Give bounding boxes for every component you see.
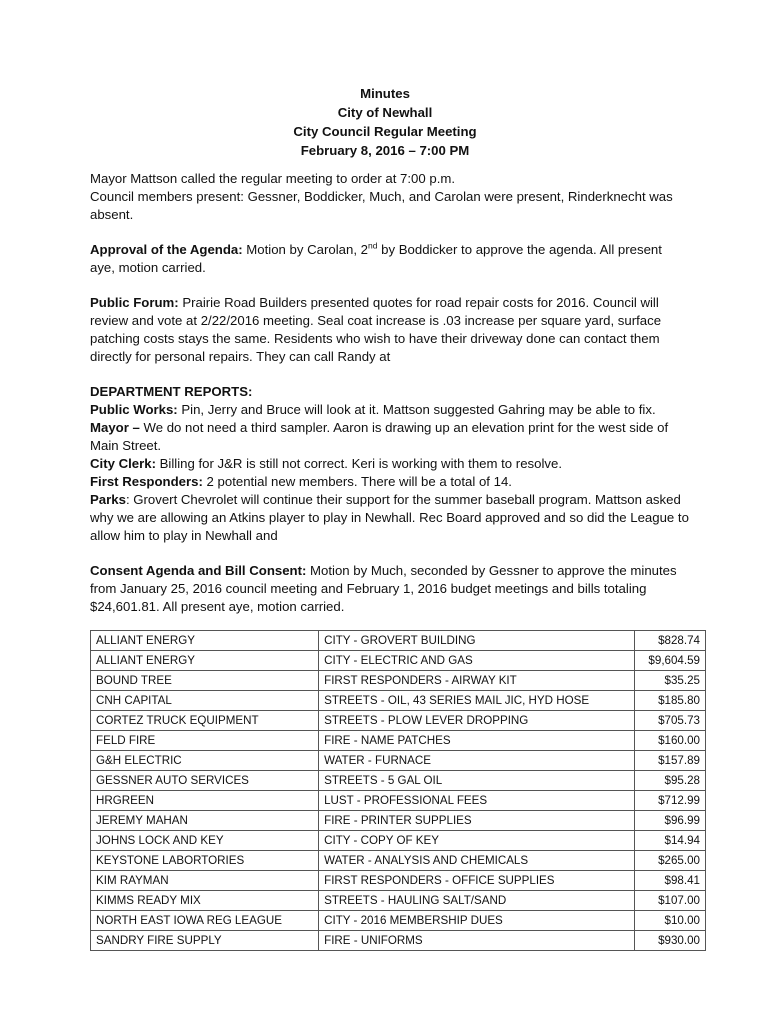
bill-amount-cell: $828.74 bbox=[634, 631, 705, 651]
bill-description-cell: FIRE - PRINTER SUPPLIES bbox=[319, 811, 635, 831]
opening-paragraph bbox=[90, 170, 690, 224]
public-forum-paragraph bbox=[90, 294, 690, 366]
consent-text: Motion by Much, seconded by Gessner to approve the minutes from January 25, 2016 council meeting and February 1, 2016 budget meetings and bills totaling $24,601.81. All present aye, motion carried. bbox=[90, 563, 677, 614]
bill-description-cell: FIRE - UNIFORMS bbox=[319, 931, 635, 951]
bill-description-cell: CITY - 2016 MEMBERSHIP DUES bbox=[319, 911, 635, 931]
bill-amount-cell: $712.99 bbox=[634, 791, 705, 811]
bill-description-cell: CITY - ELECTRIC AND GAS bbox=[319, 651, 635, 671]
table-row bbox=[91, 671, 706, 691]
agenda-text-a: Motion by Carolan, 2 bbox=[242, 242, 368, 257]
table-row bbox=[91, 631, 706, 651]
header-meeting-type: City Council Regular Meeting bbox=[293, 124, 477, 139]
city-clerk-text: Billing for J&R is still not correct. Keri is working with them to resolve. bbox=[155, 456, 562, 471]
bill-amount-cell: $265.00 bbox=[634, 851, 705, 871]
header-date: February 8, 2016 – 7:00 PM bbox=[300, 143, 470, 158]
table-row bbox=[91, 691, 706, 711]
first-responders-paragraph bbox=[90, 473, 690, 491]
table-row bbox=[91, 931, 706, 951]
mayor-text: We do not need a third sampler. Aaron is drawing up an elevation print for the west side of Main Street. bbox=[90, 420, 669, 453]
bill-vendor-cell: SANDRY FIRE SUPPLY bbox=[91, 931, 319, 951]
table-row bbox=[91, 751, 706, 771]
public-works-label: Public Works: bbox=[90, 402, 178, 417]
bill-vendor-cell: KEYSTONE LABORTORIES bbox=[91, 851, 319, 871]
agenda-superscript: nd bbox=[368, 240, 378, 251]
table-row bbox=[91, 891, 706, 911]
bill-amount-cell: $930.00 bbox=[634, 931, 705, 951]
mayor-paragraph bbox=[90, 419, 690, 455]
bill-amount-cell: $96.99 bbox=[634, 811, 705, 831]
table-row bbox=[91, 731, 706, 751]
bill-vendor-cell: BOUND TREE bbox=[91, 671, 319, 691]
agenda-text-b: by Boddicker to approve the agenda. All present aye, motion carried. bbox=[90, 242, 662, 275]
table-row bbox=[91, 711, 706, 731]
table-row bbox=[91, 851, 706, 871]
table-row bbox=[91, 771, 706, 791]
city-clerk-paragraph bbox=[90, 455, 690, 473]
bill-amount-cell: $35.25 bbox=[634, 671, 705, 691]
agenda-label: Approval of the Agenda: bbox=[90, 242, 243, 257]
parks-paragraph bbox=[90, 491, 690, 545]
bill-vendor-cell: FELD FIRE bbox=[91, 731, 319, 751]
bills-table-body bbox=[91, 631, 706, 951]
parks-label: Parks bbox=[90, 492, 126, 507]
public-works-paragraph bbox=[90, 401, 690, 419]
bill-amount-cell: $185.80 bbox=[634, 691, 705, 711]
bill-vendor-cell: GESSNER AUTO SERVICES bbox=[91, 771, 319, 791]
first-responders-text: 2 potential new members. There will be a total of 14. bbox=[202, 474, 512, 489]
bill-amount-cell: $10.00 bbox=[634, 911, 705, 931]
bills-table bbox=[90, 630, 706, 951]
header-city: City of Newhall bbox=[337, 105, 433, 120]
document-header bbox=[0, 84, 770, 160]
bill-amount-cell: $98.41 bbox=[634, 871, 705, 891]
bill-description-cell: STREETS - OIL, 43 SERIES MAIL JIC, HYD HOSE bbox=[319, 691, 635, 711]
bill-description-cell: FIRST RESPONDERS - AIRWAY KIT bbox=[319, 671, 635, 691]
bill-vendor-cell: CORTEZ TRUCK EQUIPMENT bbox=[91, 711, 319, 731]
bill-description-cell: WATER - ANALYSIS AND CHEMICALS bbox=[319, 851, 635, 871]
bill-amount-cell: $157.89 bbox=[634, 751, 705, 771]
bill-vendor-cell: HRGREEN bbox=[91, 791, 319, 811]
bill-amount-cell: $95.28 bbox=[634, 771, 705, 791]
bill-vendor-cell: NORTH EAST IOWA REG LEAGUE bbox=[91, 911, 319, 931]
public-works-text: Pin, Jerry and Bruce will look at it. Mattson suggested Gahring may be able to fix. bbox=[177, 402, 656, 417]
bill-description-cell: CITY - GROVERT BUILDING bbox=[319, 631, 635, 651]
mayor-label: Mayor – bbox=[90, 420, 140, 435]
bill-vendor-cell: ALLIANT ENERGY bbox=[91, 631, 319, 651]
department-reports-heading: DEPARTMENT REPORTS: bbox=[90, 384, 253, 399]
bill-vendor-cell: ALLIANT ENERGY bbox=[91, 651, 319, 671]
bill-vendor-cell: KIMMS READY MIX bbox=[91, 891, 319, 911]
bill-description-cell: LUST - PROFESSIONAL FEES bbox=[319, 791, 635, 811]
bill-amount-cell: $107.00 bbox=[634, 891, 705, 911]
public-forum-text: Prairie Road Builders presented quotes for road repair costs for 2016. Council will review and vote at 2/22/2016 meeting. Seal coat increase is .03 increase per square yard, surface patching costs stays the same. Residents who wish to have their driveway done can contact them directly for personal repairs. They can call Randy at bbox=[90, 295, 662, 364]
bill-description-cell: WATER - FURNACE bbox=[319, 751, 635, 771]
members-present: Council members present: Gessner, Boddicker, Much, and Carolan were present, Rinderknecht was absent. bbox=[90, 189, 673, 222]
bill-vendor-cell: CNH CAPITAL bbox=[91, 691, 319, 711]
table-row bbox=[91, 831, 706, 851]
table-row bbox=[91, 811, 706, 831]
document-body bbox=[90, 170, 690, 633]
first-responders-label: First Responders: bbox=[90, 474, 203, 489]
bill-vendor-cell: JEREMY MAHAN bbox=[91, 811, 319, 831]
bill-description-cell: STREETS - HAULING SALT/SAND bbox=[319, 891, 635, 911]
bill-amount-cell: $705.73 bbox=[634, 711, 705, 731]
table-row bbox=[91, 911, 706, 931]
bill-vendor-cell: G&H ELECTRIC bbox=[91, 751, 319, 771]
agenda-paragraph bbox=[90, 241, 690, 277]
call-to-order: Mayor Mattson called the regular meeting to order at 7:00 p.m. bbox=[90, 171, 456, 186]
bill-amount-cell: $9,604.59 bbox=[634, 651, 705, 671]
bill-amount-cell: $14.94 bbox=[634, 831, 705, 851]
parks-text: : Grovert Chevrolet will continue their support for the summer baseball program. Mattson asked why we are allowing an Atkins player to play in Newhall. Rec Board approved and so did the League to allow him to play in Newhall and bbox=[90, 492, 689, 543]
bill-description-cell: FIRE - NAME PATCHES bbox=[319, 731, 635, 751]
bill-vendor-cell: KIM RAYMAN bbox=[91, 871, 319, 891]
header-title: Minutes bbox=[360, 86, 410, 101]
bill-description-cell: STREETS - PLOW LEVER DROPPING bbox=[319, 711, 635, 731]
table-row bbox=[91, 791, 706, 811]
table-row bbox=[91, 651, 706, 671]
bill-description-cell: STREETS - 5 GAL OIL bbox=[319, 771, 635, 791]
bill-description-cell: FIRST RESPONDERS - OFFICE SUPPLIES bbox=[319, 871, 635, 891]
consent-label: Consent Agenda and Bill Consent: bbox=[90, 563, 307, 578]
city-clerk-label: City Clerk: bbox=[90, 456, 156, 471]
table-row bbox=[91, 871, 706, 891]
bill-vendor-cell: JOHNS LOCK AND KEY bbox=[91, 831, 319, 851]
bill-description-cell: CITY - COPY OF KEY bbox=[319, 831, 635, 851]
public-forum-label: Public Forum: bbox=[90, 295, 179, 310]
consent-paragraph bbox=[90, 562, 690, 616]
bill-amount-cell: $160.00 bbox=[634, 731, 705, 751]
